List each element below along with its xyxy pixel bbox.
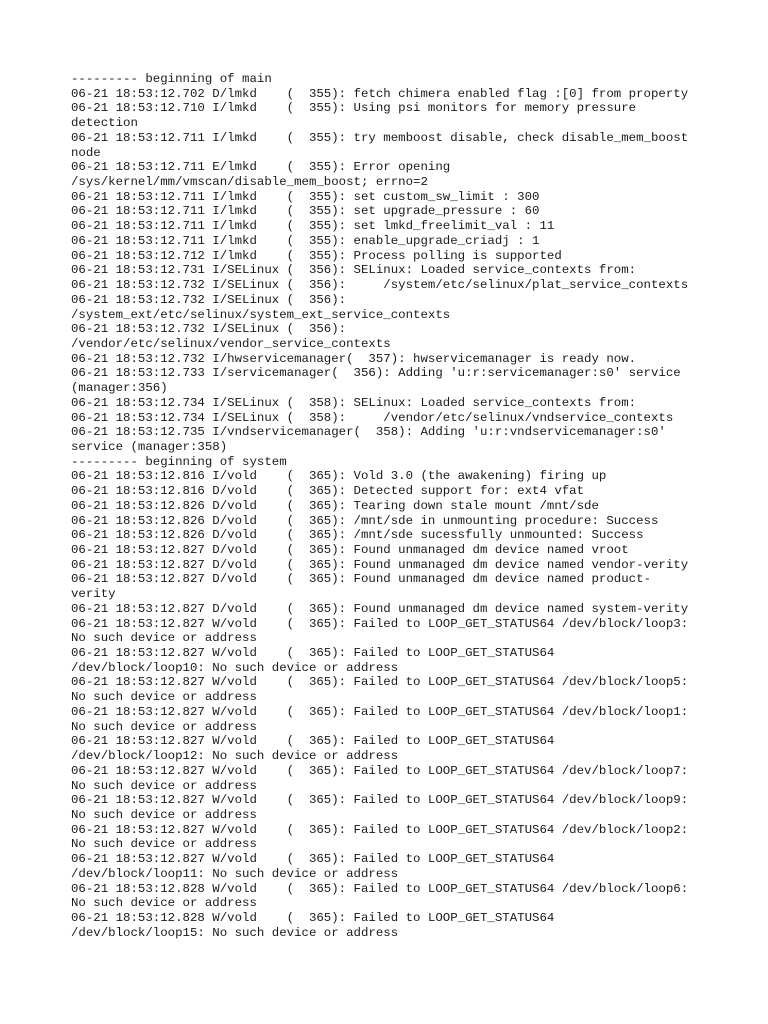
- log-line: 06-21 18:53:12.711 E/lmkd ( 355): Error opening: [71, 160, 451, 175]
- log-line: No such device or address: [71, 631, 257, 646]
- log-line: 06-21 18:53:12.816 D/vold ( 365): Detected support for: ext4 vfat: [71, 484, 585, 499]
- log-line: 06-21 18:53:12.827 W/vold ( 365): Failed to LOOP_GET_STATUS64 /dev/block/loop7:: [71, 763, 689, 778]
- log-text-block: [71, 72, 711, 940]
- log-line: verity: [71, 587, 116, 602]
- log-line: 06-21 18:53:12.711 I/lmkd ( 355): set custom_sw_limit : 300: [71, 189, 540, 204]
- log-line: No such device or address: [71, 719, 257, 734]
- log-line: No such device or address: [71, 807, 257, 822]
- log-line: 06-21 18:53:12.827 W/vold ( 365): Failed to LOOP_GET_STATUS64: [71, 734, 555, 749]
- log-line: 06-21 18:53:12.827 W/vold ( 365): Failed to LOOP_GET_STATUS64 /dev/block/loop5:: [71, 675, 689, 690]
- log-line: No such device or address: [71, 837, 257, 852]
- log-line: No such device or address: [71, 778, 257, 793]
- log-line: 06-21 18:53:12.827 D/vold ( 365): Found unmanaged dm device named vendor-verity: [71, 557, 689, 572]
- log-line: 06-21 18:53:12.827 W/vold ( 365): Failed to LOOP_GET_STATUS64 /dev/block/loop3:: [71, 616, 689, 631]
- log-line: 06-21 18:53:12.711 I/lmkd ( 355): set lmkd_freelimit_val : 11: [71, 219, 555, 234]
- log-line: /vendor/etc/selinux/vendor_service_contexts: [71, 336, 391, 351]
- log-line: /system_ext/etc/selinux/system_ext_service_contexts: [71, 307, 451, 322]
- log-line: 06-21 18:53:12.734 I/SELinux ( 358): /vendor/etc/selinux/vndservice_contexts: [71, 410, 674, 425]
- log-line: 06-21 18:53:12.827 D/vold ( 365): Found unmanaged dm device named product-: [71, 572, 651, 587]
- log-line: 06-21 18:53:12.712 I/lmkd ( 355): Process polling is supported: [71, 248, 562, 263]
- log-line: --------- beginning of system: [71, 454, 287, 469]
- log-line: 06-21 18:53:12.732 I/SELinux ( 356): /system/etc/selinux/plat_service_contexts: [71, 278, 689, 293]
- log-line: service (manager:358): [71, 439, 228, 454]
- log-line: 06-21 18:53:12.735 I/vndservicemanager( 358): Adding 'u:r:vndservicemanager:s0': [71, 425, 666, 440]
- log-line: /sys/kernel/mm/vmscan/disable_mem_boost; errno=2: [71, 175, 428, 190]
- log-line: /dev/block/loop12: No such device or address: [71, 749, 399, 764]
- log-line: No such device or address: [71, 690, 257, 705]
- log-line: 06-21 18:53:12.732 I/SELinux ( 356):: [71, 322, 347, 337]
- log-line: 06-21 18:53:12.710 I/lmkd ( 355): Using psi monitors for memory pressure: [71, 101, 637, 116]
- log-line: 06-21 18:53:12.828 W/vold ( 365): Failed to LOOP_GET_STATUS64 /dev/block/loop6:: [71, 881, 689, 896]
- log-line: 06-21 18:53:12.702 D/lmkd ( 355): fetch chimera enabled flag :[0] from property: [71, 86, 689, 101]
- log-line: 06-21 18:53:12.733 I/servicemanager( 356): Adding 'u:r:servicemanager:s0' service: [71, 366, 681, 381]
- log-line: 06-21 18:53:12.827 D/vold ( 365): Found unmanaged dm device named vroot: [71, 543, 629, 557]
- log-line: 06-21 18:53:12.711 I/lmkd ( 355): set upgrade_pressure : 60: [71, 204, 540, 219]
- log-line: 06-21 18:53:12.711 I/lmkd ( 355): enable_upgrade_criadj : 1: [71, 233, 540, 248]
- log-line: 06-21 18:53:12.827 W/vold ( 365): Failed to LOOP_GET_STATUS64: [71, 646, 555, 661]
- log-line: 06-21 18:53:12.826 D/vold ( 365): Tearing down stale mount /mnt/sde: [71, 498, 599, 513]
- log-line: 06-21 18:53:12.827 W/vold ( 365): Failed to LOOP_GET_STATUS64 /dev/block/loop9:: [71, 793, 689, 808]
- log-line: 06-21 18:53:12.827 W/vold ( 365): Failed to LOOP_GET_STATUS64 /dev/block/loop1:: [71, 704, 689, 719]
- log-line: detection: [71, 116, 138, 131]
- log-document: [71, 72, 711, 940]
- log-line: /dev/block/loop15: No such device or address: [71, 925, 399, 940]
- log-line: (manager:356): [71, 381, 168, 396]
- log-line: 06-21 18:53:12.826 D/vold ( 365): /mnt/sde sucessfully unmounted: Success: [71, 528, 644, 543]
- log-line: 06-21 18:53:12.711 I/lmkd ( 355): try memboost disable, check disable_mem_boost: [71, 130, 689, 145]
- log-line: 06-21 18:53:12.731 I/SELinux ( 356): SELinux: Loaded service_contexts from:: [71, 263, 637, 278]
- log-line: 06-21 18:53:12.732 I/hwservicemanager( 357): hwservicemanager is ready now.: [71, 351, 637, 366]
- log-line: 06-21 18:53:12.827 D/vold ( 365): Found unmanaged dm device named system-verity: [71, 601, 689, 616]
- log-line: --------- beginning of main: [71, 72, 272, 86]
- log-line: 06-21 18:53:12.827 W/vold ( 365): Failed to LOOP_GET_STATUS64 /dev/block/loop2:: [71, 822, 689, 837]
- log-line: node: [71, 145, 101, 160]
- log-line: /dev/block/loop11: No such device or address: [71, 866, 399, 881]
- log-line: /dev/block/loop10: No such device or address: [71, 660, 399, 675]
- log-line: No such device or address: [71, 896, 257, 911]
- log-line: 06-21 18:53:12.827 W/vold ( 365): Failed to LOOP_GET_STATUS64: [71, 852, 555, 867]
- log-line: 06-21 18:53:12.816 I/vold ( 365): Vold 3.0 (the awakening) firing up: [71, 469, 607, 484]
- log-line: 06-21 18:53:12.828 W/vold ( 365): Failed to LOOP_GET_STATUS64: [71, 910, 555, 925]
- log-line: 06-21 18:53:12.734 I/SELinux ( 358): SELinux: Loaded service_contexts from:: [71, 395, 637, 410]
- log-line: 06-21 18:53:12.826 D/vold ( 365): /mnt/sde in unmounting procedure: Success: [71, 513, 659, 528]
- log-line: 06-21 18:53:12.732 I/SELinux ( 356):: [71, 292, 347, 307]
